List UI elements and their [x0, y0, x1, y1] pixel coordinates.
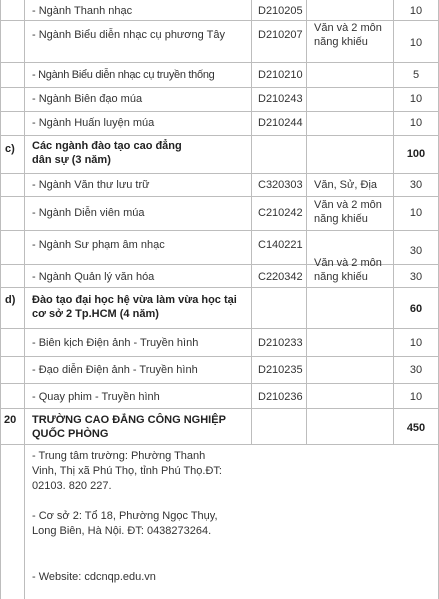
program-code: C210242: [258, 207, 303, 219]
merged-subjects: Văn và 2 môn năng khiếu: [314, 199, 382, 225]
row-border: [0, 408, 439, 409]
program-name: - Ngành Văn thư lưu trữ: [32, 179, 150, 191]
section-label: d): [5, 294, 16, 306]
col-border: [24, 0, 25, 599]
row-border: [0, 135, 439, 136]
row-border: [0, 444, 439, 445]
quota: 100: [406, 148, 426, 160]
program-name: - Ngành Biểu diễn nhạc cụ phương Tây: [32, 29, 225, 41]
program-name: - Ngành Quản lý văn hóa: [32, 271, 155, 283]
program-name: - Đạo diễn Điện ảnh - Truyền hình: [32, 364, 198, 376]
quota: 30: [409, 245, 423, 257]
program-name: - Quay phim - Truyền hình: [32, 391, 160, 403]
col-border: [0, 0, 1, 599]
program-code: C140221: [258, 239, 303, 251]
program-name: - Ngành Diễn viên múa: [32, 207, 145, 219]
program-code: D210244: [258, 117, 303, 129]
section-label: c): [5, 143, 15, 155]
quota: 60: [409, 303, 423, 315]
quota: 10: [409, 207, 423, 219]
quota: 30: [409, 271, 423, 283]
row-border: [0, 111, 439, 112]
merged-subjects: Văn và 2 môn năng khiếu: [314, 257, 382, 283]
school-number: 20: [4, 414, 17, 426]
quota: 10: [409, 93, 423, 105]
program-name: - Ngành Biểu diễn nhạc cụ truyền thống: [32, 69, 215, 81]
program-code: D210243: [258, 93, 303, 105]
row-border: [0, 196, 439, 197]
col-border: [251, 0, 252, 444]
program-name: - Ngành Sư phạm âm nhạc: [32, 239, 165, 251]
quota: 30: [409, 364, 423, 376]
row-border: [0, 62, 439, 63]
program-name: - Ngành Thanh nhạc: [32, 5, 133, 17]
program-code: C220342: [258, 271, 303, 283]
school-campus2-address: - Cơ sở 2: Tổ 18, Phường Ngọc Thụy, Long Biên, Hà Nội. ĐT: 0438273264.: [32, 510, 218, 537]
quota: 10: [409, 337, 423, 349]
program-code: D210235: [258, 364, 303, 376]
quota: 10: [409, 117, 423, 129]
program-code: D210233: [258, 337, 303, 349]
school-main-address: - Trung tâm trường: Phường Thanh Vinh, Thị xã Phú Thọ, tỉnh Phú Thọ.ĐT: 02103. 820 227.: [32, 450, 222, 492]
row-border: [0, 328, 439, 329]
school-website: - Website: cdcnqp.edu.vn: [32, 571, 156, 583]
col-border: [306, 0, 307, 444]
section-title: Các ngành đào tạo cao đẳng dân sự (3 năm): [32, 140, 182, 166]
program-code: D210236: [258, 391, 303, 403]
program-code: D210205: [258, 5, 303, 17]
quota: 10: [409, 37, 423, 49]
quota: 5: [412, 69, 420, 81]
row-border: [0, 87, 439, 88]
row-border: [0, 356, 439, 357]
program-code: D210207: [258, 29, 303, 41]
row-border: [0, 287, 439, 288]
quota: 10: [409, 5, 423, 17]
section-title: Đào tạo đại học hệ vừa làm vừa học tại cơ sở 2 Tp.HCM (4 năm): [32, 294, 237, 320]
program-code: D210210: [258, 69, 303, 81]
quota: 10: [409, 391, 423, 403]
row-border: [0, 383, 439, 384]
school-name: TRƯỜNG CAO ĐẲNG CÔNG NGHIỆP QUỐC PHÒNG: [32, 414, 226, 440]
exam-subjects: Văn, Sử, Địa: [314, 179, 378, 191]
quota: 450: [406, 422, 426, 434]
row-border: [0, 173, 439, 174]
merged-subjects: Văn và 2 môn năng khiếu: [314, 22, 382, 48]
program-name: - Ngành Huấn luyện múa: [32, 117, 155, 129]
quota: 30: [409, 179, 423, 191]
col-border: [393, 0, 394, 444]
program-code: C320303: [258, 179, 303, 191]
program-name: - Ngành Biên đạo múa: [32, 93, 143, 105]
row-border: [0, 230, 439, 231]
program-name: - Biên kịch Điện ảnh - Truyền hình: [32, 337, 199, 349]
